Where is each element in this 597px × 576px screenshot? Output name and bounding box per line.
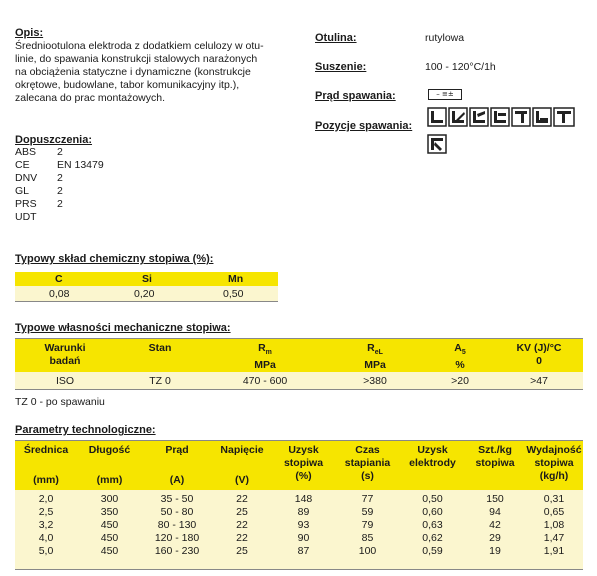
mech-header-kv-label: KV (J)/°C xyxy=(516,342,562,354)
table-cell: 160 - 230 xyxy=(154,545,200,557)
tech-header-uzysk-stopiwa xyxy=(272,444,335,491)
mech-value-row xyxy=(15,372,583,390)
table-cell: 1,91 xyxy=(543,545,565,557)
table-cell: 1,08 xyxy=(543,519,565,531)
approval-name: UDT xyxy=(15,211,37,223)
tech-header-szt xyxy=(465,444,525,491)
table-cell: 93 xyxy=(297,519,310,531)
approval-value: 2 xyxy=(57,185,63,197)
approval-value: 2 xyxy=(57,146,63,158)
tech-h-top: Napięcie xyxy=(220,444,264,456)
table-cell: 0,63 xyxy=(422,519,443,531)
table-cell: 94 xyxy=(489,506,501,518)
mech-header-rel-unit: MPa xyxy=(364,359,386,372)
mech-value-a5: >20 xyxy=(451,375,469,387)
chem-value-mn: 0,50 xyxy=(223,288,244,300)
tech-header-napiecie xyxy=(212,444,272,491)
mech-value-rel: >380 xyxy=(363,375,387,387)
welding-positions xyxy=(427,107,582,159)
table-cell: 148 xyxy=(294,493,313,505)
chem-header-si: Si xyxy=(142,273,152,285)
mech-header-warunki xyxy=(15,342,115,368)
mech-header-a5-symbol: A xyxy=(454,342,462,354)
table-cell: 0,60 xyxy=(422,506,443,518)
tech-h-unit: (A) xyxy=(169,474,185,486)
tech-header-czas xyxy=(335,444,400,491)
tech-h-mid: stapiania xyxy=(344,457,391,469)
tech-header-srednica xyxy=(15,444,77,491)
chem-header-mn: Mn xyxy=(228,273,244,285)
table-cell: 300 xyxy=(100,493,119,505)
table-cell: 22 xyxy=(236,519,248,531)
opis-text xyxy=(15,40,300,105)
position-pe-icon xyxy=(512,108,530,126)
tech-h-mid: stopiwa xyxy=(283,457,324,469)
table-cell: 0,62 xyxy=(422,532,443,544)
tech-h-mid: stopiwa xyxy=(534,457,574,469)
position-pa-icon xyxy=(428,108,446,126)
mech-header-a5 xyxy=(425,342,495,372)
approval-item xyxy=(15,185,104,198)
table-cell: 35 - 50 xyxy=(160,493,194,505)
tech-h-mid: stopiwa xyxy=(475,457,515,469)
table-cell: 80 - 130 xyxy=(157,519,197,531)
approval-name: GL xyxy=(15,185,30,197)
table-row xyxy=(15,506,583,519)
tech-h-unit: (mm) xyxy=(96,474,123,486)
mech-header-rel xyxy=(325,342,425,372)
mech-header-rel-sub: eL xyxy=(374,349,383,357)
otulina-label: Otulina: xyxy=(315,32,357,44)
mech-header-warunki-2: badań xyxy=(49,355,81,367)
mech-header-row xyxy=(15,338,583,372)
tech-h-top: Szt./kg xyxy=(478,444,512,456)
current-type-icon: – ≡± xyxy=(428,89,462,100)
table-cell: 50 - 80 xyxy=(160,506,194,518)
tech-h-top: Czas xyxy=(355,444,380,456)
table-cell: 22 xyxy=(236,532,248,544)
tech-h-top: Średnica xyxy=(23,444,69,456)
approval-name: ABS xyxy=(15,146,37,158)
mech-header-a5-unit: % xyxy=(455,359,465,372)
mech-header-rel-symbol: R xyxy=(367,342,375,354)
opis-line: Średniootulona elektroda z dodatkiem celulozy w otu- xyxy=(15,40,264,52)
chem-heading: Typowy skład chemiczny stopiwa (%): xyxy=(15,253,214,265)
chem-value-si: 0,20 xyxy=(134,288,155,300)
mech-header-kv-temp: 0 xyxy=(536,355,542,367)
table-cell: 1,47 xyxy=(543,532,565,544)
chem-header-c: C xyxy=(55,273,63,285)
opis-line: linie, do spawania konstrukcji stalowych narażonych xyxy=(15,53,258,65)
table-cell: 150 xyxy=(486,493,504,505)
dopuszczenia-list xyxy=(15,146,104,224)
table-cell: 42 xyxy=(489,519,501,531)
approval-item xyxy=(15,198,104,211)
position-pc-icon xyxy=(491,108,509,126)
opis-heading: Opis: xyxy=(15,27,44,39)
tech-body xyxy=(15,490,583,570)
table-cell: 19 xyxy=(489,545,501,557)
table-cell: 89 xyxy=(297,506,310,518)
tech-h-top: Prąd xyxy=(165,444,189,456)
mech-header-rm-sub: m xyxy=(265,349,272,357)
table-cell: 3,2 xyxy=(38,519,54,531)
dopuszczenia-heading: Dopuszczenia: xyxy=(15,134,93,146)
mech-note: TZ 0 - po spawaniu xyxy=(15,396,105,408)
table-cell: 59 xyxy=(361,506,374,518)
mech-value-stan: TZ 0 xyxy=(149,375,171,387)
table-cell: 0,65 xyxy=(543,506,565,518)
approval-name: PRS xyxy=(15,198,37,210)
position-down-icon xyxy=(428,135,446,153)
table-cell: 0,31 xyxy=(543,493,565,505)
otulina-value: rutylowa xyxy=(425,32,465,44)
table-cell: 2,5 xyxy=(38,506,54,518)
tech-header-uzysk-elektrody xyxy=(400,444,465,491)
table-cell: 0,59 xyxy=(422,545,443,557)
approval-item xyxy=(15,172,104,185)
tech-header-row xyxy=(15,440,583,490)
chem-value-row xyxy=(15,286,278,302)
tech-h-top: Uzysk xyxy=(288,444,319,456)
mech-header-stan: Stan xyxy=(148,342,172,354)
opis-line: okrętowe, budowlane, tabor komunikacyjny itp.), xyxy=(15,79,240,91)
approval-item xyxy=(15,159,104,172)
approval-value: 2 xyxy=(57,198,63,210)
mech-heading: Typowe własności mechaniczne stopiwa: xyxy=(15,322,231,334)
mech-header-rm xyxy=(205,342,325,372)
approval-name: DNV xyxy=(15,172,38,184)
chem-value-c: 0,08 xyxy=(49,288,70,300)
tech-h-top: Długość xyxy=(88,444,131,456)
position-pg-icon xyxy=(554,108,574,126)
mech-header-rm-unit: MPa xyxy=(254,359,276,372)
table-cell: 25 xyxy=(236,506,248,518)
mech-header-a5-sub: 5 xyxy=(461,349,466,357)
table-row xyxy=(15,493,583,506)
tech-header-dlugosc xyxy=(77,444,142,491)
tech-heading: Parametry technologiczne: xyxy=(15,424,156,436)
approval-name: CE xyxy=(15,159,30,171)
table-cell: 77 xyxy=(361,493,374,505)
mech-value-kv: >47 xyxy=(530,375,548,387)
table-cell: 0,50 xyxy=(422,493,443,505)
approval-item xyxy=(15,146,104,159)
position-pb-icon xyxy=(449,108,467,126)
mech-header-kv xyxy=(495,342,583,368)
chem-header-row xyxy=(15,272,278,286)
tech-h-unit: (V) xyxy=(235,474,249,486)
tech-h-unit: (mm) xyxy=(33,474,59,486)
position-pf-icon xyxy=(470,108,488,126)
tech-header-prad xyxy=(142,444,212,491)
opis-line: zalecana do prac montażowych. xyxy=(15,92,165,104)
table-cell: 85 xyxy=(361,532,374,544)
table-cell: 29 xyxy=(489,532,501,544)
table-cell: 79 xyxy=(361,519,374,531)
table-cell: 90 xyxy=(297,532,310,544)
table-cell: 450 xyxy=(100,532,119,544)
table-cell: 87 xyxy=(297,545,310,557)
opis-line: na obciążenia statyczne i dynamiczne (konstrukcje xyxy=(15,66,251,78)
table-cell: 4,0 xyxy=(38,532,54,544)
tech-h-unit: (%) xyxy=(295,470,312,482)
table-cell: 5,0 xyxy=(38,545,54,557)
table-cell: 350 xyxy=(100,506,119,518)
prad-label: Prąd spawania: xyxy=(315,90,396,102)
table-row xyxy=(15,532,583,545)
approval-value: 2 xyxy=(57,172,63,184)
tech-h-unit: (s) xyxy=(361,470,374,482)
table-cell: 100 xyxy=(358,545,377,557)
tech-h-unit: (kg/h) xyxy=(539,470,569,482)
table-cell: 450 xyxy=(100,519,119,531)
table-row xyxy=(15,545,583,558)
tech-h-top: Uzysk xyxy=(417,444,448,456)
tech-h-mid: elektrody xyxy=(409,457,456,469)
table-cell: 2,0 xyxy=(38,493,54,505)
table-row xyxy=(15,519,583,532)
tech-h-top: Wydajność xyxy=(526,444,582,456)
tech-rows xyxy=(15,493,583,558)
position-pd-icon xyxy=(533,108,551,126)
suszenie-value: 100 - 120°C/1h xyxy=(425,61,496,73)
table-cell: 25 xyxy=(236,545,248,557)
tech-header-wydajnosc xyxy=(525,444,583,491)
mech-header-rm-symbol: R xyxy=(258,342,266,354)
approval-item xyxy=(15,211,104,224)
table-cell: 22 xyxy=(236,493,248,505)
pozycje-label: Pozycje spawania: xyxy=(315,120,413,132)
table-cell: 450 xyxy=(100,545,119,557)
table-cell: 120 - 180 xyxy=(154,532,200,544)
suszenie-label: Suszenie: xyxy=(315,61,367,73)
mech-value-warunki: ISO xyxy=(55,375,75,387)
mech-value-rm: 470 - 600 xyxy=(242,375,288,387)
mech-header-warunki-1: Warunki xyxy=(44,342,86,354)
approval-value: EN 13479 xyxy=(57,159,104,171)
